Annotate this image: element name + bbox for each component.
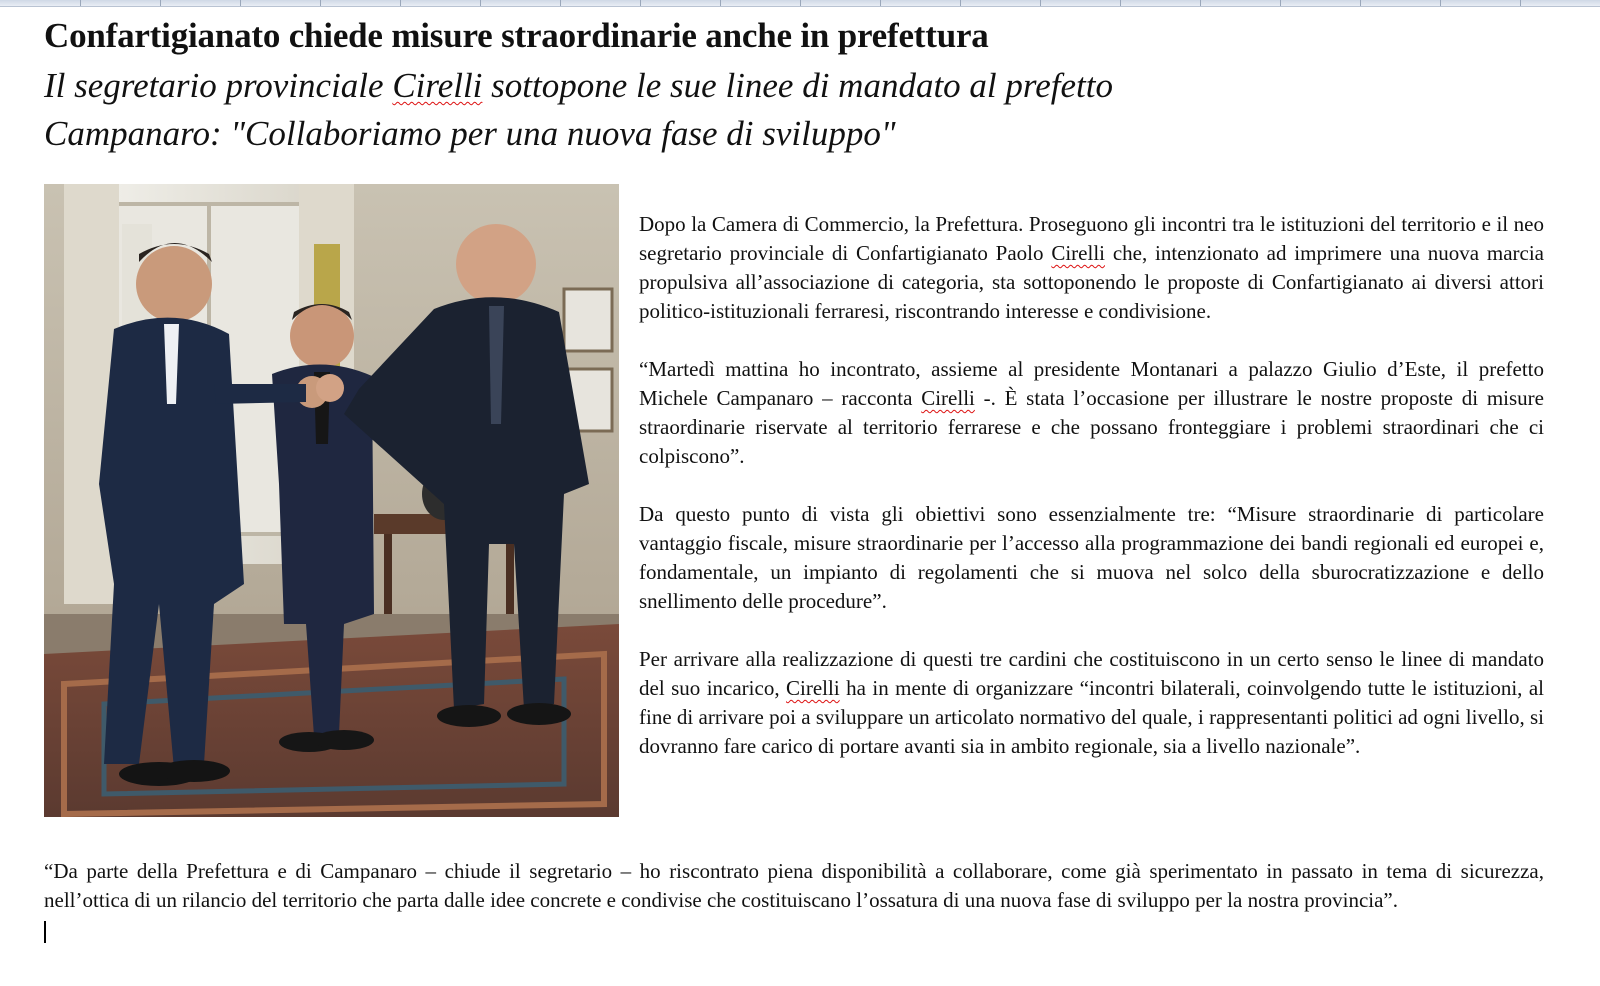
subtitle-text: Il segretario provinciale <box>44 66 393 105</box>
article-body <box>639 210 1544 790</box>
subtitle-text: Campanaro: "Collaboriamo per una nuova fase di sviluppo" <box>44 114 896 153</box>
spellcheck-word: Cirelli <box>786 676 840 700</box>
article-title: Confartigianato chiede misure straordinarie anche in prefettura <box>44 16 989 55</box>
paragraph <box>639 210 1544 326</box>
paragraph-text: Dopo la Camera di Commercio, la Prefettura. Proseguono gli incontri tra le istituzioni del territorio e il neo segretario provinciale di Confartigianato Paolo <box>639 212 1544 265</box>
paragraph-text: -. È stata l’occasione per illustrare le nostre proposte di misure straordinarie riservate al territorio ferrarese e che possano fronteggiare i problemi straordinari che ci colpiscono”. <box>639 386 1544 468</box>
paragraph <box>639 645 1544 761</box>
closing-paragraph: “Da parte della Prefettura e di Campanaro – chiude il segretario – ho riscontrato piena disponibilità a collaborare, come già sperimentato in passato in tema di sicurezza, nell’ottica di un rilancio del territorio che parta dalle idee concrete e condivise che costituiscano l’ossatura di una nuova fase di sviluppo per la nostra provincia”. <box>44 859 1544 912</box>
paragraph-text: Da questo punto di vista gli obiettivi sono essenzialmente tre: “Misure straordinarie di particolare vantaggio fiscale, misure straordinarie per l’accesso alla programmazione dei bandi regionali ed europei e, fondamentale, un impianto di regolamenti che si muova nel solco della sburocratizzazione e dello snellimento delle procedure”. <box>639 502 1544 613</box>
spellcheck-word: Cirelli <box>1051 241 1105 265</box>
paragraph-text: Per arrivare alla realizzazione di questi tre cardini che costituiscono in un certo senso le linee di mandato del suo incarico, <box>639 647 1544 700</box>
article-photo <box>44 184 619 817</box>
spellcheck-word: Cirelli <box>392 66 483 105</box>
text-cursor <box>44 921 46 943</box>
spellcheck-word: Cirelli <box>921 386 975 410</box>
paragraph <box>639 355 1544 471</box>
paragraph-text: che, intenzionato ad imprimere una nuova marcia propulsiva all’associazione di categoria, sta sottoponendo le proposte di Confartigianato ai diversi attori politico-istituzionali ferraresi, riscontrando interesse e condivisione. <box>639 241 1544 323</box>
paragraph-text: “Martedì mattina ho incontrato, assieme al presidente Montanari a palazzo Giulio d’Este, il prefetto Michele Campanaro – racconta <box>639 357 1544 410</box>
paragraph <box>639 500 1544 616</box>
article-subtitle <box>44 62 1444 158</box>
subtitle-text: sottopone le sue linee di mandato al prefetto <box>482 66 1113 105</box>
paragraph-text: ha in mente di organizzare “incontri bilaterali, coinvolgendo tutte le istituzioni, al fine di arrivare poi a sviluppare un articolato normativo del quale, i rappresentanti politici ad ogni livello, si dovranno fare carico di portare avanti sia in ambito regionale, sia a livello nazionale”. <box>639 676 1544 758</box>
document-page[interactable] <box>0 6 1600 986</box>
